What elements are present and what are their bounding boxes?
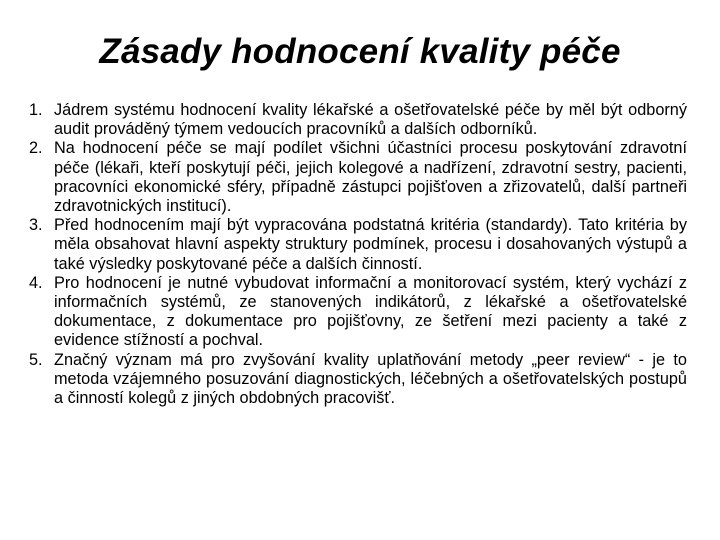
list-item — [29, 139, 687, 216]
list-item-text: Na hodnocení péče se mají podílet všichni účastníci procesu poskytování zdravotní péče (lékaři, kteří poskytují péči, jejich kolegové a nadřízení, zdravotní sestry, pacienti, pracovníci ekonomické sféry, případně zástupci pojišťoven a zřizovatelů, další partneři zdravotnických institucí). — [54, 139, 687, 216]
list-item-text: Pro hodnocení je nutné vybudovat informační a monitorovací systém, který vychází z informačních systémů, ze stanovených indikátorů, z lékařské a ošetřovatelské dokumentace, z dokumentace pro pojišťovny, ze šetření mezi pacienty a také z evidence stížností a pochval. — [54, 273, 687, 350]
principles-list — [29, 101, 687, 408]
list-item — [29, 216, 687, 274]
list-item — [29, 101, 687, 139]
list-item-text: Značný význam má pro zvyšování kvality uplatňování metody „peer review“ - je to metoda vzájemného posuzování diagnostických, léčebných a ošetřovatelských postupů a činností kolegů z jiných obdobných pracovišť. — [54, 350, 687, 408]
list-item — [29, 351, 687, 409]
list-item-number: 5. — [29, 350, 43, 369]
list-item-number: 1. — [29, 101, 43, 119]
list-item-number: 3. — [29, 216, 43, 235]
list-item-text: Před hodnocením mají být vypracována podstatná kritéria (standardy). Tato kritéria by měla obsahovat hlavní aspekty struktury podmínek, procesu i dosahovaných výstupů a také výsledky poskytované péče a dalších činností. — [54, 216, 687, 273]
list-item — [29, 274, 687, 351]
list-item-text: Jádrem systému hodnocení kvality lékařské a ošetřovatelské péče by měl být odborný audit prováděný týmem vedoucích pracovníků a dalších odborníků. — [54, 101, 687, 139]
list-item-number: 4. — [29, 273, 43, 292]
slide-title: Zásady hodnocení kvality péče — [99, 32, 621, 71]
list-item-number: 2. — [29, 139, 43, 158]
